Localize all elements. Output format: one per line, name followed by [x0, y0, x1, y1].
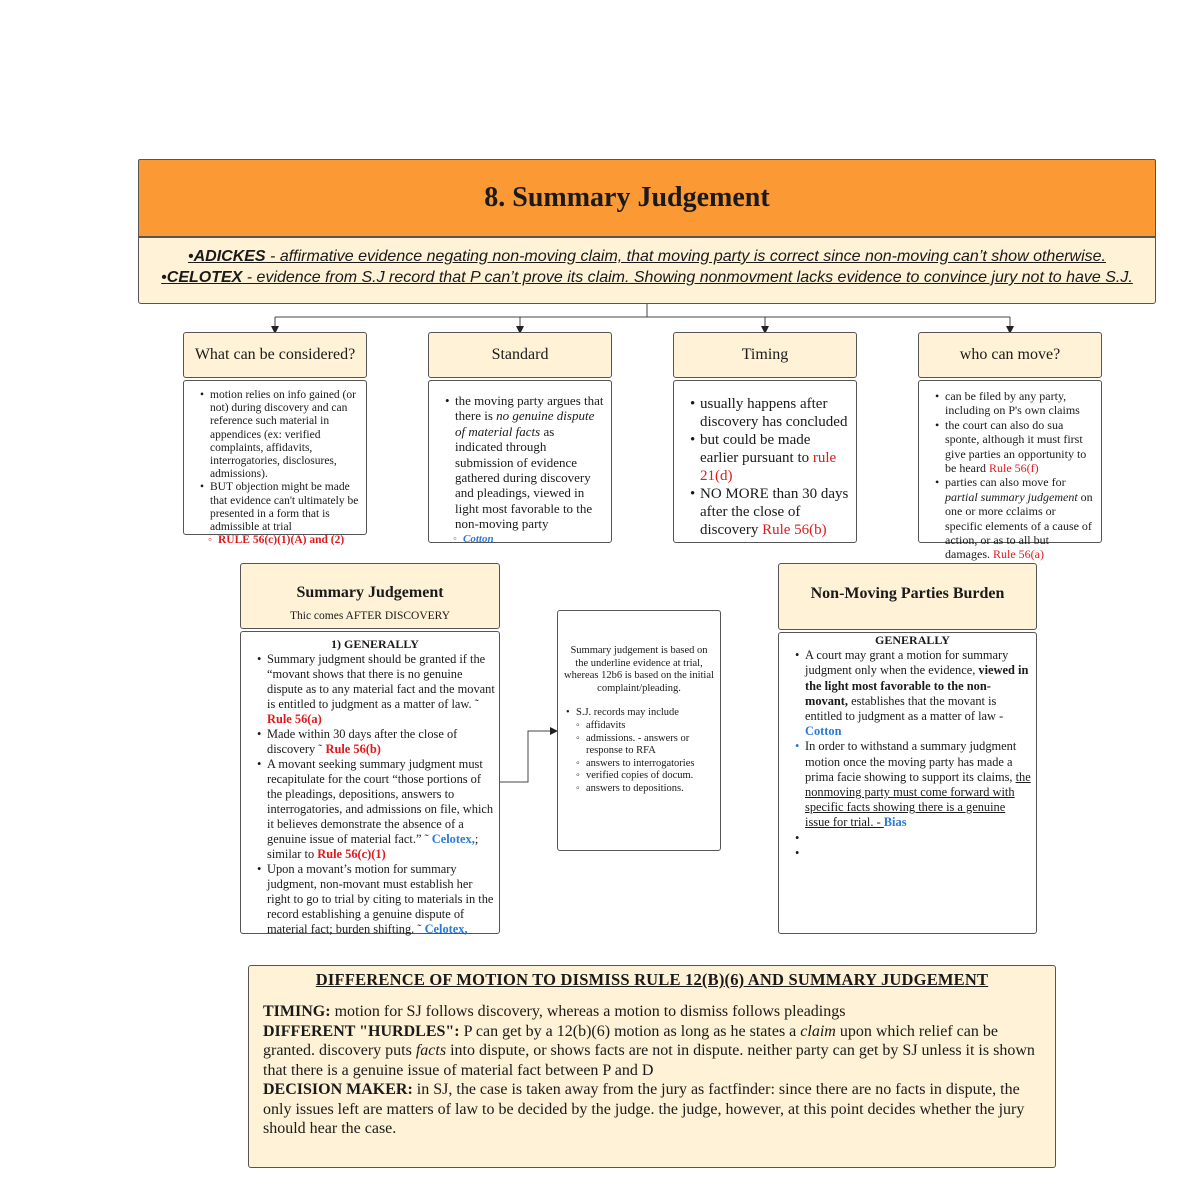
- timing-body: [673, 380, 857, 543]
- sj-subtitle: Thic comes AFTER DISCOVERY: [289, 610, 451, 622]
- nonmoving-bullet-2: • In order to withstand a summary judgment motion once the moving party has made a prima facie showing to support its claims, the nonmoving party must come forward with specific facts showing there is a genuine issue for trial. - Bias: [805, 739, 1032, 830]
- nonmoving-heading-box: [778, 563, 1037, 630]
- nonmoving-title: Non-Moving Parties Burden: [810, 585, 1005, 602]
- note-item: ◦ answers to interrogatories: [586, 758, 714, 771]
- note-lead: • S.J. records may include: [576, 707, 714, 720]
- who-bullet-3: • parties can also move for partial summary judgement on one or more cclaims or specific elements of a cause of action, or as to all but damages. Rule 56(a): [945, 475, 1095, 561]
- sj-generally-heading: 1) GENERALLY: [331, 637, 419, 651]
- timing-bullet-1: • usually happens after discovery has concluded: [700, 395, 850, 431]
- difference-decision-maker: DECISION MAKER: in SJ, the case is taken away from the jury as factfinder: since there are no facts in dispute, the only issues left are matters of law to be decided by the judge. the judge, however, at this point decides whether the jury should hear the case.: [263, 1081, 1025, 1137]
- celotex-line: •CELOTEX - evidence from S.J record that P can’t prove its claim. Showing nonmovment lacks evidence to convince jury not to have S.J.: [161, 269, 1133, 286]
- difference-title: DIFFERENCE OF MOTION TO DISMISS RULE 12(B)(6) AND SUMMARY JUDGEMENT: [315, 970, 989, 989]
- considered-heading-box: [183, 332, 367, 378]
- timing-heading: Timing: [741, 346, 789, 363]
- nonmoving-empty-bullet-1: [805, 831, 1032, 846]
- difference-hurdles: DIFFERENT "HURDLES": P can get by a 12(b)(6) motion as long as he states a claim upon which relief can be granted. discovery puts facts into dispute, or shows facts are not in dispute. neither party can get by SJ unless it is shown that there is a genuine issue of material fact between P and D: [263, 1022, 1035, 1079]
- who-heading-box: [918, 332, 1102, 378]
- standard-bullet-1: • the moving party argues that there is no genuine dispute of material facts as indicated through submission of evidence gathered during discovery and pleadings, viewed in light most favorable to the non-moving party: [455, 393, 605, 532]
- difference-box: [248, 965, 1056, 1168]
- standard-body: [428, 380, 612, 543]
- considered-body: [183, 380, 367, 547]
- standard-heading-box: [428, 332, 612, 378]
- note-item: ◦ verified copies of docum.: [586, 770, 714, 783]
- nonmoving-bullet-1: • A court may grant a motion for summary judgment only when the evidence, viewed in the light most favorable to the non-movant, establishes that the movant is entitled to judgment as a matter of law - Cotton: [805, 648, 1032, 739]
- sj-records-note: [557, 610, 721, 851]
- sj-heading-box: [240, 563, 500, 629]
- considered-heading: What can be considered?: [194, 346, 356, 363]
- note-items-list: [564, 720, 714, 796]
- considered-rule: ◦ RULE 56(c)(1)(A) and (2): [218, 534, 360, 547]
- nonmoving-generally-heading: GENERALLY: [875, 633, 950, 647]
- nonmoving-empty-bullet-2: [805, 846, 1032, 861]
- sj-bullet-3: • A movant seeking summary judgment must recapitulate for the court “those portions of the pleadings, depositions, answers to interrogatories, and admissions on file, which it believes demonstrate the absence of a genuine issue of material fact.” ˜ Celotex,; similar to Rule 56(c)(1): [267, 757, 495, 862]
- considered-bullet-2: • BUT objection might be made that evidence can't ultimately be presented in a form that is admissible at trial: [210, 481, 360, 534]
- connector-sj-to-note: [500, 731, 554, 782]
- sj-title: Summary Judgement: [296, 584, 444, 601]
- nonmoving-body: [778, 632, 1037, 934]
- note-item: ◦ admissions. - answers or response to RFA: [586, 733, 714, 758]
- page-title: 8. Summary Judgement: [484, 182, 770, 213]
- note-paragraph: Summary judgement is based on the underline evidence at trial, whereas 12b6 is based on the initial complaint/pleading.: [564, 645, 714, 694]
- who-bullet-1: • can be filed by any party, including on P's own claims: [945, 389, 1095, 418]
- timing-bullet-3: • NO MORE than 30 days after the close of discovery Rule 56(b): [700, 485, 850, 539]
- sj-body: [240, 631, 500, 934]
- standard-case: ◦ Cotton: [463, 532, 605, 547]
- title-banner: [138, 159, 1156, 237]
- case-summary-box: [138, 237, 1156, 304]
- timing-heading-box: [673, 332, 857, 378]
- who-heading: who can move?: [959, 346, 1061, 363]
- who-body: [918, 380, 1102, 562]
- considered-bullet-1: • motion relies on info gained (or not) during discovery and can reference such material in appendices (ex: verified complaints, affidavits, interrogatories, disclosures, admissions).: [210, 389, 360, 481]
- who-bullet-2: • the court can also do sua sponte, although it must first give parties an opportunity to be heard Rule 56(f): [945, 418, 1095, 476]
- sj-bullet-2: • Made within 30 days after the close of discovery ˜ Rule 56(b): [267, 727, 495, 757]
- note-item: ◦ affidavits: [586, 720, 714, 733]
- timing-bullet-2: • but could be made earlier pursuant to rule 21(d): [700, 431, 850, 485]
- standard-heading: Standard: [491, 346, 549, 363]
- adickes-line: •ADICKES - affirmative evidence negating non-moving claim, that moving party is correct since non-moving can’t show otherwise.: [187, 248, 1106, 265]
- difference-timing: TIMING: motion for SJ follows discovery, whereas a motion to dismiss follows pleadings: [263, 1003, 846, 1020]
- note-item: ◦ answers to depositions.: [586, 783, 714, 796]
- sj-bullet-4: • Upon a movant’s motion for summary judgment, non-movant must establish her right to go to trial by citing to materials in the record establishing a genuine dispute of material fact; burden shifting. ˜ Celotex,: [267, 862, 495, 937]
- sj-bullet-1: • Summary judgment should be granted if the “movant shows that there is no genuine dispute as to any material fact and the movant is entitled to judgment as a matter of law. ˜ Rule 56(a): [267, 652, 495, 727]
